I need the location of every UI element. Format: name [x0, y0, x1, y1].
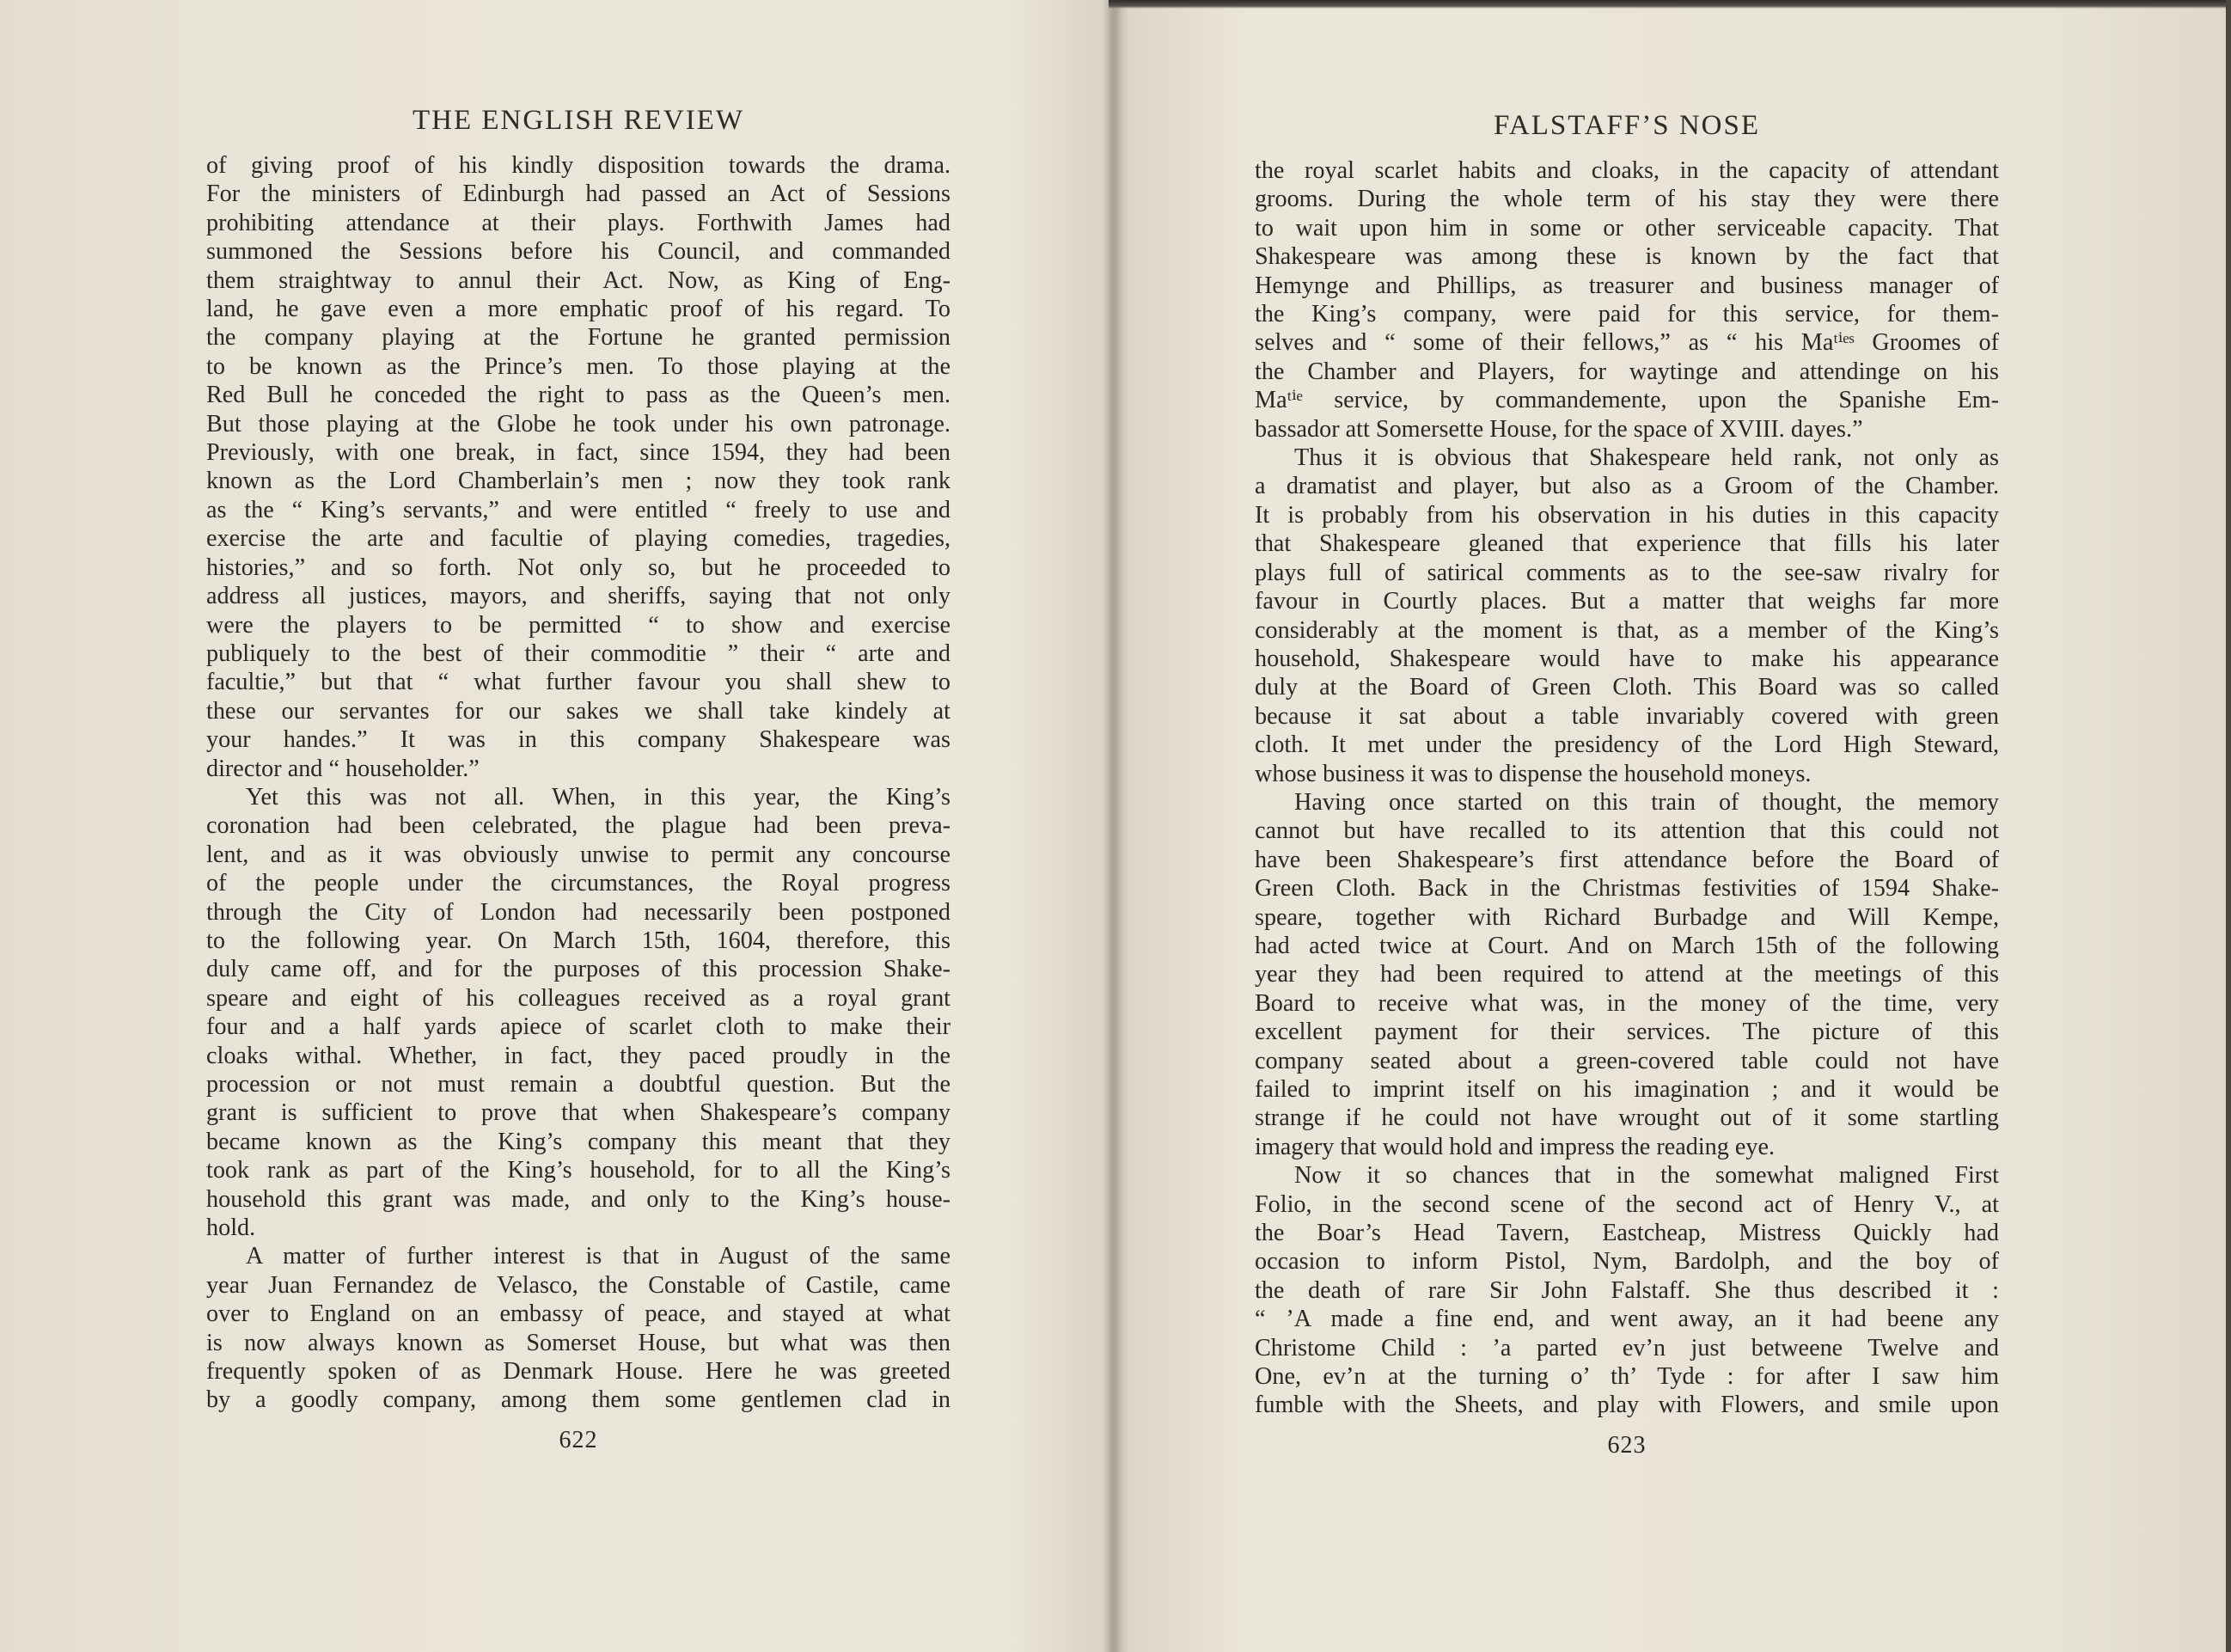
text-line: director and “ householder.”: [206, 755, 480, 782]
text-line: cloaks withal. Whether, in fact, they paced proudly in the: [206, 1042, 950, 1069]
text-line: selves and “ some of their fellows,” as “ his Maᵗⁱᵉˢ Groomes of: [1255, 329, 1999, 357]
text-line: coronation had been celebrated, the plague had been preva-: [206, 812, 950, 840]
text-line: because it sat about a table invariably covered with green: [1255, 702, 1999, 730]
page-right-edge: [2226, 0, 2231, 1652]
text-line: speare, together with Richard Burbadge and Will Kempe,: [1255, 903, 1999, 931]
text-line: favour in Courtly places. But a matter that weighs far more: [1255, 588, 1999, 615]
text-line: these our servantes for our sakes we shall take kindely at: [206, 697, 950, 725]
right-page-number: 623: [1607, 1431, 1647, 1459]
text-line: occasion to inform Pistol, Nym, Bardolph, and the boy of: [1255, 1248, 1999, 1276]
text-line: year Juan Fernandez de Velasco, the Constable of Castile, came: [206, 1271, 950, 1299]
text-line: A matter of further interest is that in August of the same: [246, 1243, 950, 1270]
page-top-edge: [1109, 0, 2231, 9]
text-line: strange if he could not have wrought out of it some startling: [1255, 1104, 1999, 1132]
left-page: [206, 103, 950, 1454]
text-line: Yet this was not all. When, in this year, the King’s: [246, 783, 950, 811]
text-line: summoned the Sessions before his Council, and commanded: [206, 238, 950, 266]
text-line: lent, and as it was obviously unwise to permit any concourse: [206, 841, 950, 868]
text-line: prohibiting attendance at their plays. Forthwith James had: [206, 209, 950, 236]
text-line: have been Shakespeare’s first attendance before the Board of: [1255, 846, 1999, 873]
text-line: For the ministers of Edinburgh had passed an Act of Sessions: [206, 180, 950, 208]
text-line: them straightway to annul their Act. Now, as King of Eng-: [206, 266, 950, 294]
text-line: of the people under the circumstances, the Royal progress: [206, 870, 950, 897]
text-line: facultie,” but that “ what further favour you shall shew to: [206, 669, 950, 696]
right-page: [1255, 108, 1999, 1459]
left-body-text: [206, 151, 950, 1415]
text-line: Green Cloth. Back in the Christmas festivities of 1594 Shake-: [1255, 875, 1999, 902]
text-line: Now it so chances that in the somewhat maligned First: [1294, 1162, 1999, 1190]
text-line: to the following year. On March 15th, 1604, therefore, this: [206, 927, 950, 954]
left-running-head: THE ENGLISH REVIEW: [412, 105, 745, 136]
text-line: four and a half yards apiece of scarlet cloth to make their: [206, 1013, 950, 1041]
text-line: took rank as part of the King’s household, for to all the King’s: [206, 1157, 950, 1184]
text-line: year they had been required to attend at the meetings of this: [1255, 961, 1999, 988]
text-line: Red Bull he conceded the right to pass as the Queen’s men.: [206, 382, 950, 409]
text-line: publiquely to the best of their commoditie ” their “ arte and: [206, 639, 950, 667]
text-line: failed to imprint itself on his imagination ; and it would be: [1255, 1076, 1999, 1103]
text-line: whose business it was to dispense the household moneys.: [1255, 760, 1812, 787]
text-line: through the City of London had necessarily been postponed: [206, 898, 950, 926]
text-line: grooms. During the whole term of his stay they were there: [1255, 186, 1999, 213]
text-line: Board to receive what was, in the money of the time, very: [1255, 989, 1999, 1017]
text-line: histories,” and so forth. Not only so, but he proceeded to: [206, 554, 950, 581]
text-line: hold.: [206, 1215, 256, 1242]
text-line: exercise the arte and facultie of playing comedies, tragedies,: [206, 525, 950, 553]
text-line: bassador att Somersette House, for the space of XVIII. dayes.”: [1255, 415, 1863, 443]
text-line: over to England on an embassy of peace, and stayed at what: [206, 1300, 950, 1328]
text-line: address all justices, mayors, and sheriffs, saying that not only: [206, 583, 950, 610]
left-page-number: 622: [559, 1426, 598, 1453]
text-line: excellent payment for their services. The picture of this: [1255, 1019, 1999, 1046]
text-line: known as the Lord Chamberlain’s men ; now they took rank: [206, 468, 950, 495]
text-line: the Chamber and Players, for waytinge and attendinge on his: [1255, 358, 1999, 385]
text-line: imagery that would hold and impress the reading eye.: [1255, 1133, 1776, 1160]
text-line: Maᵗⁱᵉ service, by commandemente, upon the Spanishe Em-: [1255, 387, 1999, 414]
right-body-text: [1255, 156, 1999, 1420]
text-line: duly came off, and for the purposes of this procession Shake-: [206, 956, 950, 983]
text-line: frequently spoken of as Denmark House. Here he was greeted: [206, 1358, 950, 1386]
text-line: had acted twice at Court. And on March 15th of the following: [1255, 932, 1999, 959]
text-line: “ ’A made a fine end, and went away, an it had beene any: [1255, 1306, 1999, 1333]
text-line: as the “ King’s servants,” and were entitled “ freely to use and: [206, 496, 950, 523]
text-line: company seated about a green-covered table could not have: [1255, 1047, 1999, 1074]
text-line: procession or not must remain a doubtful question. But the: [206, 1071, 950, 1098]
right-running-head: FALSTAFF’S NOSE: [1493, 110, 1761, 141]
text-line: It is probably from his observation in his duties in this capacity: [1255, 501, 1999, 529]
text-line: Folio, in the second scene of the second act of Henry V., at: [1255, 1190, 1999, 1218]
text-line: household, Shakespeare would have to make his appearance: [1255, 645, 1999, 672]
text-line: the company playing at the Fortune he granted permission: [206, 324, 950, 352]
text-line: cloth. It met under the presidency of the Lord High Steward,: [1255, 731, 1999, 759]
text-line: the royal scarlet habits and cloaks, in the capacity of attendant: [1255, 157, 1999, 184]
text-line: But those playing at the Globe he took under his own patronage.: [206, 410, 950, 437]
text-line: speare and eight of his colleagues received as a royal grant: [206, 984, 950, 1012]
text-line: to wait upon him in some or other serviceable capacity. That: [1255, 214, 1999, 242]
text-line: that Shakespeare gleaned that experience that fills his later: [1255, 530, 1999, 558]
text-line: the King’s company, were paid for this service, for them-: [1255, 301, 1999, 328]
text-line: by a goodly company, among them some gentlemen clad in: [206, 1386, 950, 1414]
text-line: grant is sufficient to prove that when Shakespeare’s company: [206, 1099, 950, 1127]
text-line: were the players to be permitted “ to show and exercise: [206, 611, 950, 639]
text-line: considerably at the moment is that, as a member of the King’s: [1255, 616, 1999, 644]
text-line: Hemynge and Phillips, as treasurer and business manager of: [1255, 272, 1999, 299]
text-line: Thus it is obvious that Shakespeare held rank, not only as: [1294, 444, 1999, 472]
text-line: One, ev’n at the turning o’ th’ Tyde : for after I saw him: [1255, 1363, 1999, 1391]
text-line: Having once started on this train of thought, the memory: [1294, 788, 1999, 816]
text-line: fumble with the Sheets, and play with Flowers, and smile upon: [1255, 1392, 1999, 1419]
text-line: cannot but have recalled to its attention that this could not: [1255, 817, 1999, 845]
text-line: Christome Child : ’a parted ev’n just betweene Twelve and: [1255, 1334, 1999, 1361]
text-line: Shakespeare was among these is known by the fact that: [1255, 243, 1999, 271]
text-line: the death of rare Sir John Falstaff. She thus described it :: [1255, 1276, 1999, 1304]
text-line: Previously, with one break, in fact, since 1594, they had been: [206, 439, 950, 467]
text-line: of giving proof of his kindly disposition towards the drama.: [206, 152, 950, 179]
text-line: the Boar’s Head Tavern, Eastcheap, Mistress Quickly had: [1255, 1220, 1999, 1247]
text-line: land, he gave even a more emphatic proof of his regard. To: [206, 296, 950, 323]
text-line: became known as the King’s company this meant that they: [206, 1128, 950, 1155]
book-gutter: [1102, 0, 1122, 1652]
text-line: your handes.” It was in this company Shakespeare was: [206, 726, 950, 754]
text-line: plays full of satirical comments as to the see-saw rivalry for: [1255, 559, 1999, 586]
text-line: to be known as the Prince’s men. To those playing at the: [206, 352, 950, 380]
text-line: duly at the Board of Green Cloth. This Board was so called: [1255, 674, 1999, 701]
text-line: a dramatist and player, but also as a Groom of the Chamber.: [1255, 473, 1999, 500]
text-line: is now always known as Somerset House, but what was then: [206, 1329, 950, 1356]
text-line: household this grant was made, and only to the King’s house-: [206, 1185, 950, 1213]
